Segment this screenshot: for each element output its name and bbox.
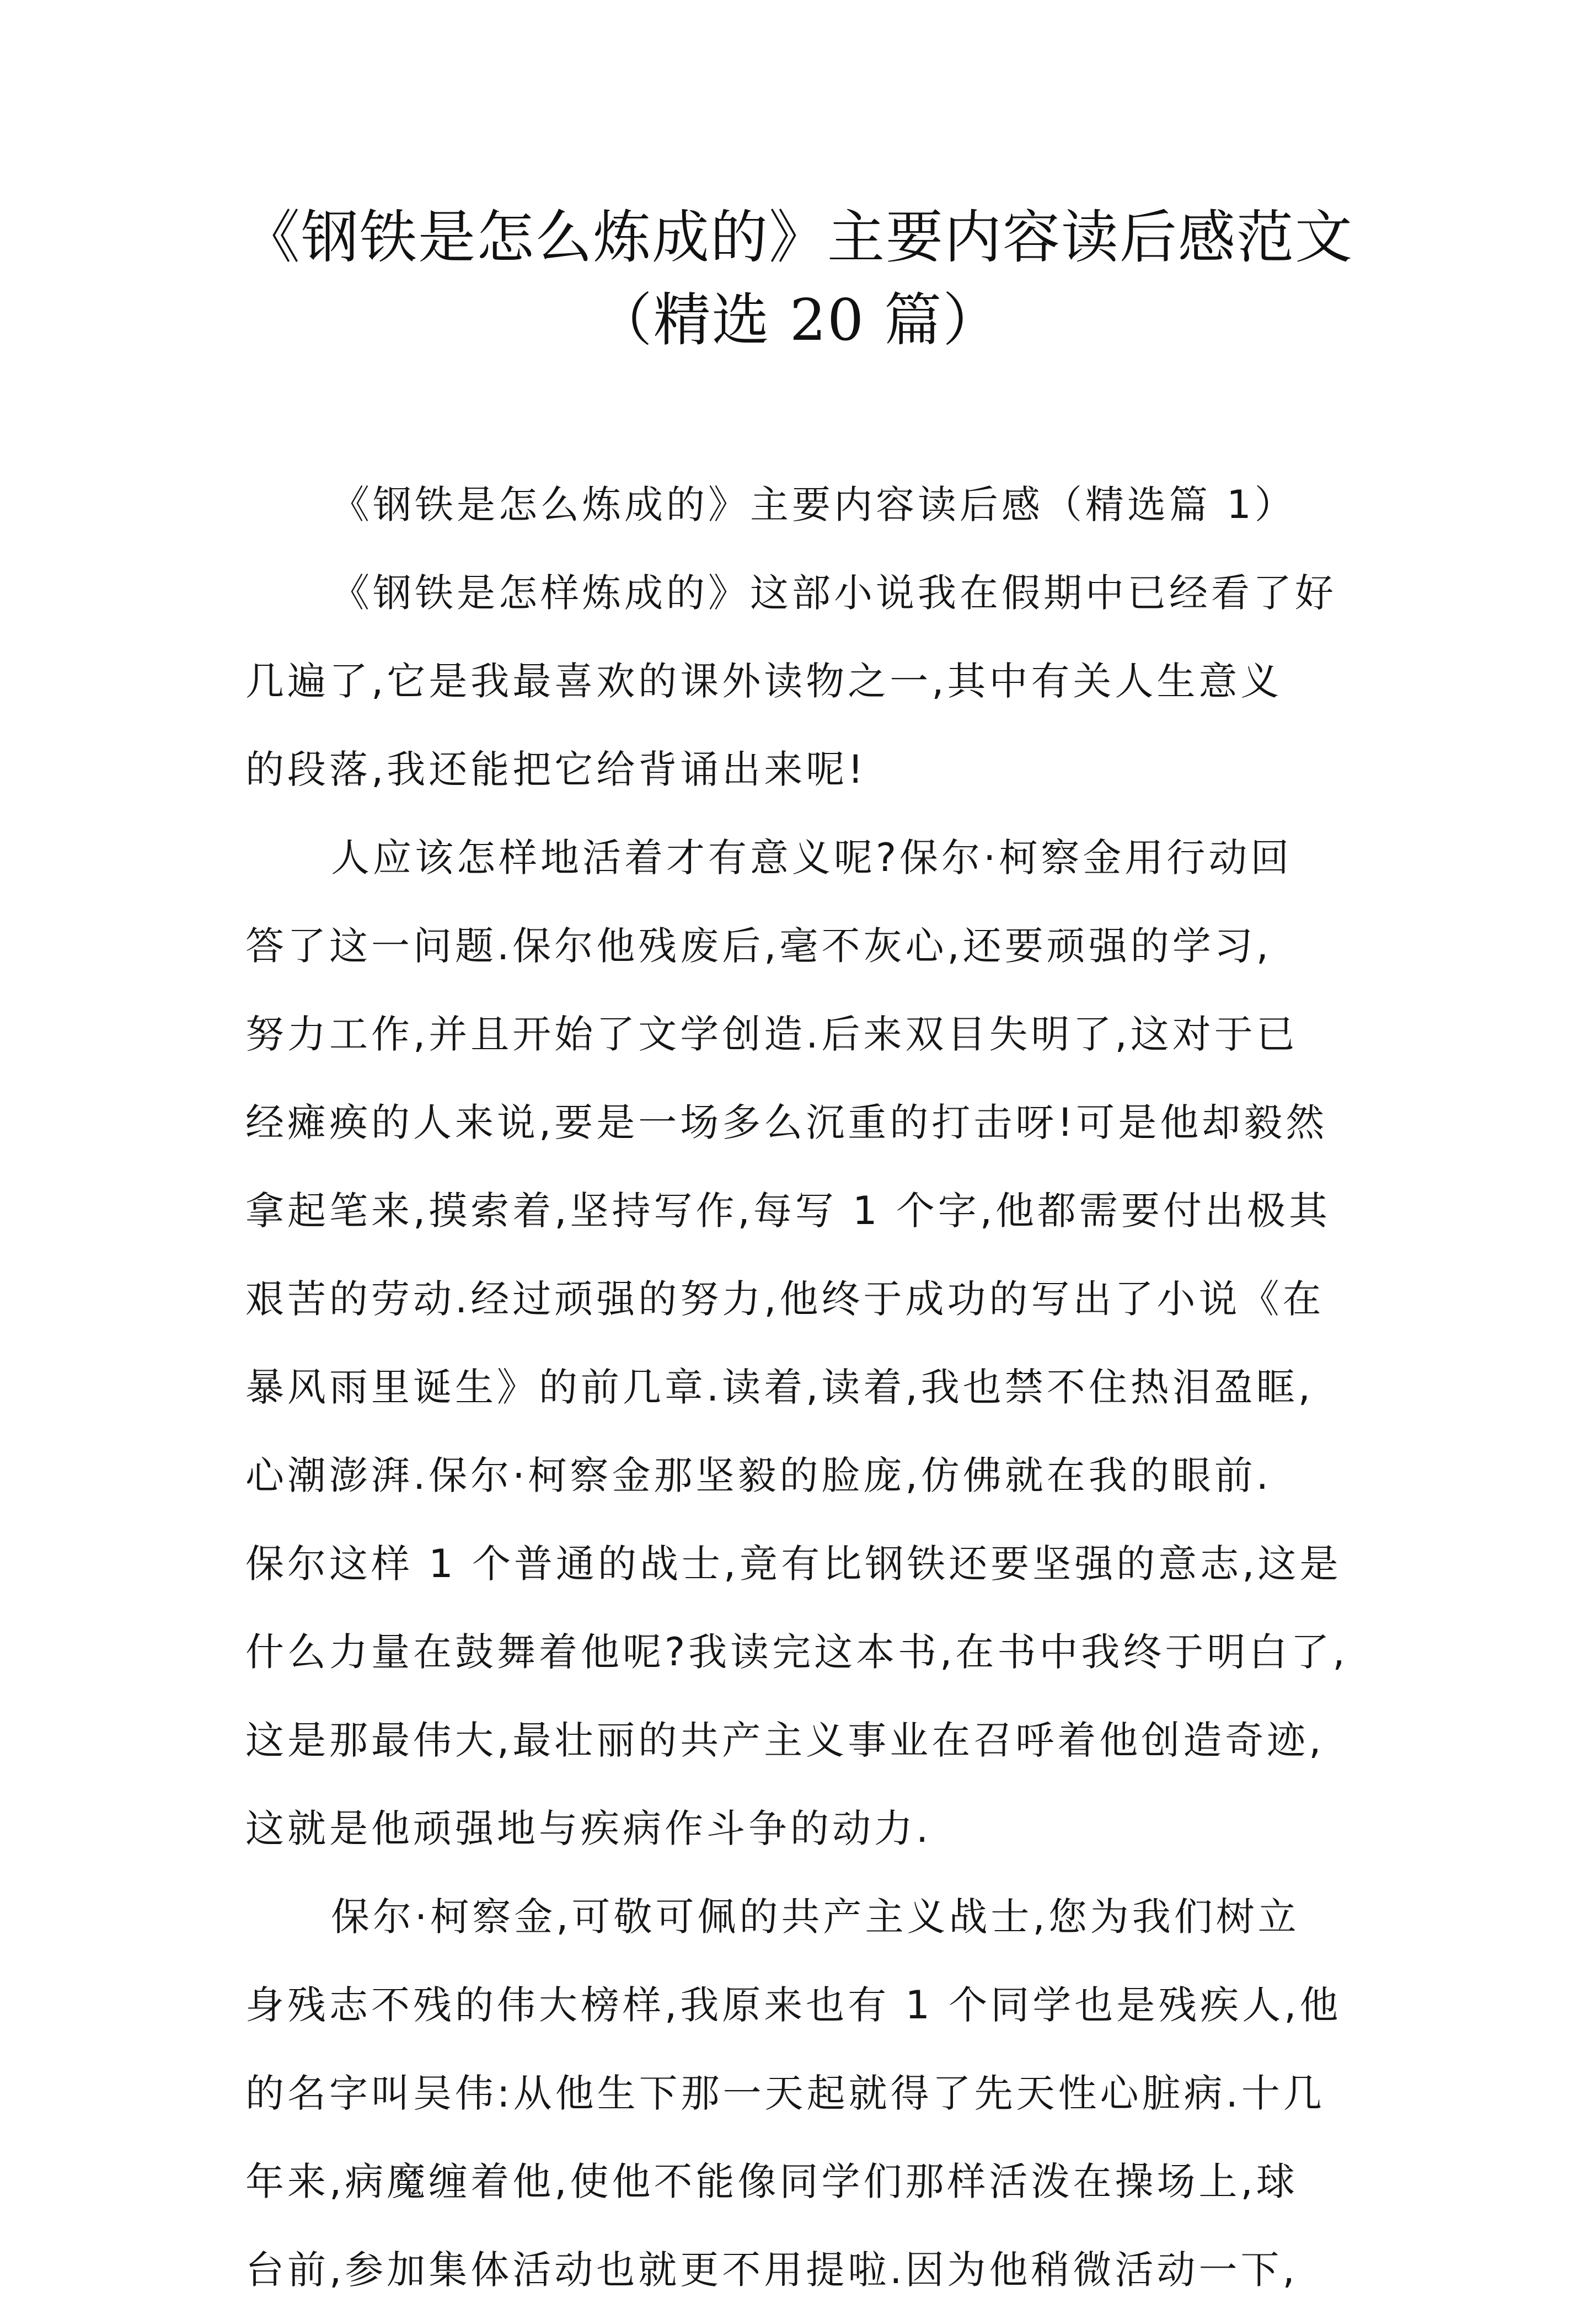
paragraph-2-line-8: 心潮澎湃.保尔·柯察金那坚毅的脸庞,仿佛就在我的眼前.	[245, 1453, 1272, 1498]
paragraph-1-line-3: 的段落,我还能把它给背诵出来呢!	[245, 747, 867, 792]
paragraph-3-line-3: 的名字叫吴伟:从他生下那一天起就得了先天性心脏病.十几	[245, 2071, 1325, 2116]
paragraph-1-line-2: 几遍了,它是我最喜欢的课外读物之一,其中有关人生意义	[245, 659, 1283, 704]
paragraph-3-line-1: 保尔·柯察金,可敬可佩的共产主义战士,您为我们树立	[331, 1894, 1300, 1939]
document-title-line-1: 《钢铁是怎么炼成的》主要内容读后感范文	[242, 204, 1353, 271]
paragraph-3-line-5: 台前,参加集体活动也就更不用提啦.因为他稍微活动一下,	[245, 2247, 1298, 2292]
paragraph-1-line-1: 《钢铁是怎样炼成的》这部小说我在假期中已经看了好	[331, 570, 1337, 616]
paragraph-3-line-2: 身残志不残的伟大榜样,我原来也有 1 个同学也是残疾人,他	[245, 1982, 1342, 2028]
paragraph-2-line-3: 努力工作,并且开始了文学创造.后来双目失明了,这对于已	[245, 1012, 1298, 1057]
paragraph-2-line-11: 这是那最伟大,最壮丽的共产主义事业在召呼着他创造奇迹,	[245, 1718, 1325, 1763]
document-body	[245, 461, 1354, 2314]
paragraph-2-line-9: 保尔这样 1 个普通的战士,竟有比钢铁还要坚强的意志,这是	[245, 1541, 1342, 1586]
paragraph-2-line-7: 暴风雨里诞生》的前几章.读着,读着,我也禁不住热泪盈眶,	[245, 1365, 1314, 1410]
paragraph-2-line-2: 答了这一问题.保尔他残废后,毫不灰心,还要顽强的学习,	[245, 923, 1272, 969]
paragraph-2-line-5: 拿起笔来,摸索着,坚持写作,每写 1 个字,他都需要付出极其	[245, 1188, 1331, 1233]
document-title-line-2: （精选 20 篇）	[595, 286, 1001, 354]
paragraph-2-line-6: 艰苦的劳动.经过顽强的努力,他终于成功的写出了小说《在	[245, 1276, 1325, 1322]
paragraph-3-line-4: 年来,病魔缠着他,使他不能像同学们那样活泼在操场上,球	[245, 2159, 1298, 2204]
paragraph-2-line-10: 什么力量在鼓舞着他呢?我读完这本书,在书中我终于明白了,	[245, 1629, 1348, 1675]
paragraph-2-line-12: 这就是他顽强地与疾病作斗争的动力.	[245, 1806, 932, 1851]
section-heading: 《钢铁是怎么炼成的》主要内容读后感（精选篇 1）	[331, 482, 1297, 527]
paragraph-2-line-1: 人应该怎样地活着才有意义呢?保尔·柯察金用行动回	[331, 835, 1293, 880]
paragraph-2-line-4: 经瘫痪的人来说,要是一场多么沉重的打击呀!可是他却毅然	[245, 1100, 1328, 1145]
